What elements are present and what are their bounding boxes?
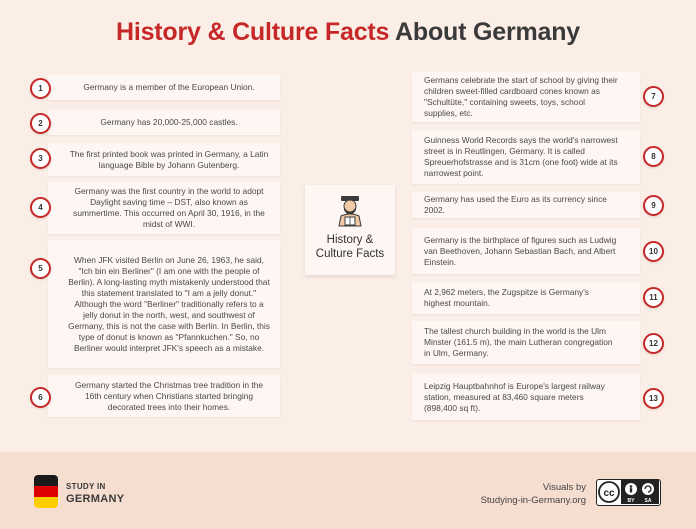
scholar-reading-icon [333, 193, 367, 227]
fact-text: Germany is a member of the European Union. [83, 82, 255, 92]
fact-text: Germany was the first country in the world to adopt Daylight saving time – DST, also known as summertime. This occurred on April 30, 1916, in the midst of WWI. [73, 186, 265, 229]
fact-number-badge: 4 [30, 197, 51, 218]
page-title [0, 18, 696, 47]
license-by-label: BY [627, 498, 635, 504]
fact-number-badge: 1 [30, 78, 51, 99]
fact-number-badge: 3 [30, 148, 51, 169]
svg-text:cc: cc [603, 488, 615, 499]
fact-card-12 [412, 321, 640, 364]
fact-card-6 [48, 375, 280, 417]
fact-text: Leipzig Hauptbahnhof is Europe's largest railway station, measured at 83,460 square meters (898,400 sq ft). [424, 380, 605, 413]
fact-card-8 [412, 130, 640, 184]
fact-card-7 [412, 72, 640, 122]
fact-text: Germans celebrate the start of school by giving their children sweet-filled cardboard cones known as "Schultüte," containing sweets, toys, school supplies, etc. [424, 75, 618, 118]
fact-number-badge: 8 [643, 146, 664, 167]
center-label-line1: History & [326, 234, 374, 246]
credit-line1: Visuals by [542, 482, 586, 493]
title-accent: History & Culture Facts [116, 18, 390, 46]
fact-text: Germany is the birthplace of figures such as Ludwig van Beethoven, Johann Sebastian Bach, and Albert Einstein. [424, 234, 617, 267]
brand-big: GERMANY [66, 493, 125, 505]
german-flag-icon [34, 475, 58, 508]
fact-card-4 [48, 182, 280, 234]
fact-text: Germany started the Christmas tree tradition in the 16th century when Christians started bringing decorated trees into their homes. [74, 379, 264, 412]
fact-number-badge: 9 [643, 195, 664, 216]
center-card [305, 185, 395, 275]
fact-text: When JFK visited Berlin on June 26, 1963, he said, "Ich bin ein Berliner" (I am one with the people of Berlin). A long-lasting myth mistakenly understood that this statement translated to "I am a jelly donut." Although the word "Berliner" traditionally refers to a jelly donut in the north, west, and southwest of Germany, this is not the case with Berlin. In Berlin, this type of donut is known as "Pfannkuchen." So, no Berliner would interpret JFK's speech as a mistake. [68, 254, 270, 353]
fact-card-2 [48, 110, 280, 135]
fact-number-badge: 7 [643, 86, 664, 107]
fact-number-badge: 12 [643, 333, 664, 354]
fact-card-3 [48, 143, 280, 176]
fact-card-5 [48, 240, 280, 368]
center-label-line2: Culture Facts [315, 248, 385, 260]
fact-text: Germany has 20,000-25,000 castles. [100, 117, 238, 127]
fact-text: The first printed book was printed in Germany, a Latin language Bible by Johann Gutenberg. [69, 148, 269, 170]
title-rest: About Germany [389, 18, 580, 46]
fact-text: The tallest church building in the world is the Ulm Minster (161.5 m), the main Lutheran congregation in Ulm, Germany. [424, 326, 613, 358]
creative-commons-icon [596, 479, 661, 506]
fact-text: Guinness World Records says the world's narrowest street is in Reutlingen, Germany. It is called Spreuerhofstrasse and is 31cm (one foot) wide at its narrowest point. [424, 135, 618, 178]
fact-number-badge: 11 [643, 287, 664, 308]
credit-line2: Studying-in-Germany.org [480, 495, 586, 506]
brand-small: STUDY IN [66, 482, 106, 491]
fact-card-11 [412, 282, 640, 314]
center-label [316, 233, 384, 261]
fact-number-badge: 2 [30, 113, 51, 134]
fact-text: At 2,962 meters, the Zugspitze is Germany's highest mountain. [424, 287, 589, 308]
fact-card-10 [412, 228, 640, 274]
brand-logo [66, 480, 124, 506]
fact-number-badge: 6 [30, 387, 51, 408]
fact-text: Germany has used the Euro as its currency since 2002. [424, 194, 607, 215]
fact-card-9 [412, 192, 640, 218]
license-sa-label: SA [644, 498, 652, 504]
fact-card-1 [48, 75, 280, 100]
fact-number-badge: 10 [643, 241, 664, 262]
fact-number-badge: 13 [643, 388, 664, 409]
fact-card-13 [412, 374, 640, 420]
fact-number-badge: 5 [30, 258, 51, 279]
credit [481, 481, 586, 507]
